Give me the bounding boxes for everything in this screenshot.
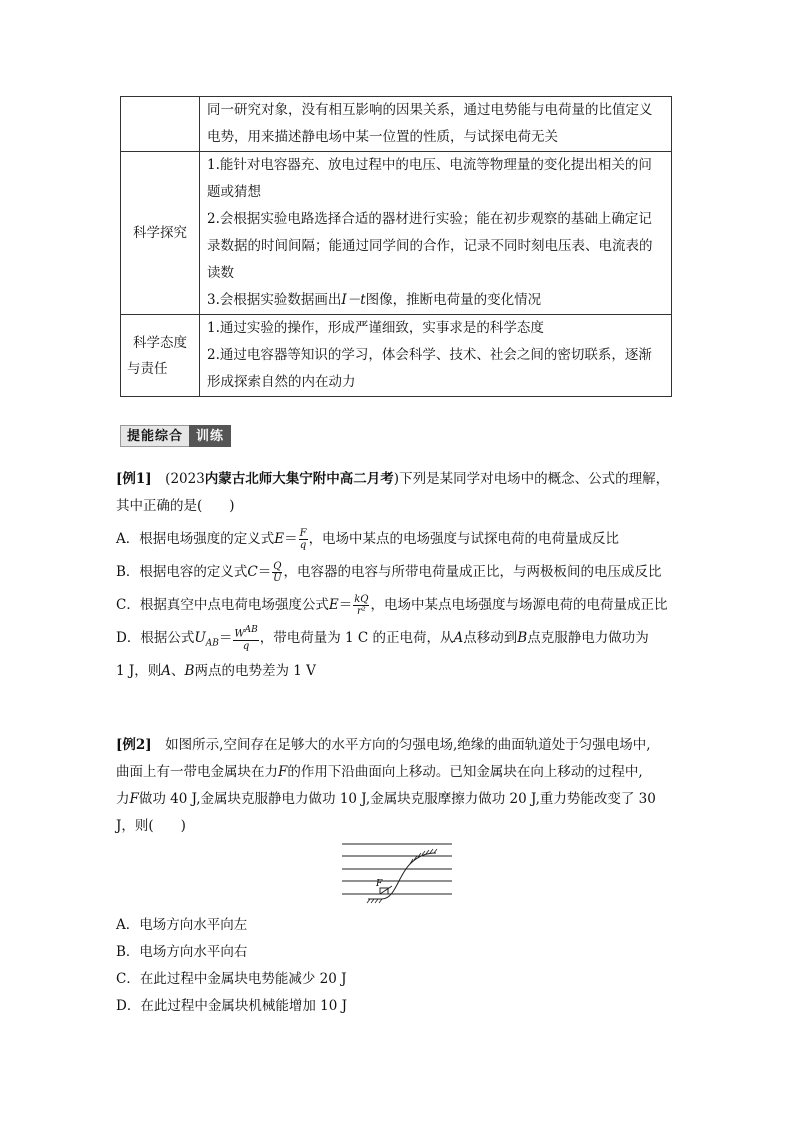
table-text-line: 1.通过实验的操作，形成严谨细致，实事求是的科学态度 [207,320,544,336]
option-a [116,526,682,553]
text-run: B．根据电容的定义式 [116,564,248,580]
option-b [116,559,682,586]
objectives-table [120,96,672,397]
text-run: (2023 [165,471,205,487]
table-cell-text [200,97,672,152]
text-run: 图像，推断电荷量的变化情况 [365,292,542,308]
option-b: B．电场方向水平向右 [116,944,248,960]
label-line: 科学态度 [133,334,187,351]
fraction-den: q [299,540,307,551]
text-run: 1 J，则 [116,662,162,679]
text-run: 点克服静电力做功为 [527,630,649,646]
option-d: D．在此过程中金属块机械能增加 10 J [116,998,347,1014]
curved-track [368,853,436,899]
math-var: A [161,662,172,679]
text-run: ，电场中某点电场强度与场源电荷的电荷量成正比 [370,597,668,613]
option-a: A．电场方向水平向左 [116,917,248,933]
table-text-line: 2.会根据实验电路选择合适的器材进行实验；能在初步观察的基础上确定记 [207,211,652,227]
label-line: 与责任 [127,360,168,377]
math-var: F [278,764,288,780]
option-d [116,625,682,658]
example-1-stem-line2: 其中正确的是( ) [116,498,235,514]
example-2-options [116,912,682,1020]
math-eq: ＝ [338,597,353,613]
math-var: E [328,597,339,613]
table-row [121,97,672,152]
table-label-science-inquiry: 科学探究 [121,152,200,315]
fraction-den: U [273,573,282,584]
fraction-den: r² [356,606,366,617]
example-2-line4: J，则( ) [116,818,186,834]
text-run: ，电场中某点的电场强度与试探电荷的电荷量成反比 [308,531,620,547]
text-run: )下列是某同学对电场中的概念、公式的理解， [393,471,670,487]
section-banner [120,425,231,447]
math-eq: ＝ [218,630,233,646]
table-cell-text [200,315,672,397]
fraction-num [233,625,258,640]
example-1 [116,466,682,685]
table-cell-text [200,152,672,315]
table-text-line: 1.能针对电容器充、放电过程中的电压、电流等物理量的变化提出相关的问 [207,157,652,173]
table-text-line: 读数 [207,265,234,281]
fraction-den: q [242,640,250,652]
math-eq: ＝ [284,531,298,547]
math-var: U [194,630,206,646]
fraction [353,594,369,617]
example-tag: [例1] [116,471,152,487]
force-label: F [376,879,383,889]
text-run: C．根据真空中点电荷电场强度公式 [116,597,329,613]
math-eq: ＝ [257,564,272,580]
example-tag: [例2] [116,737,152,753]
banner-tag: 训练 [189,425,231,447]
example-2-line3 [116,786,682,813]
fraction [272,561,282,584]
text-run: ，电容器的电容与所带电荷量成正比，与两极板间的电压成反比 [283,564,662,580]
text-run: A．根据电场强度的定义式 [116,531,275,547]
fraction-num: Q [273,561,282,572]
source-name: 内蒙古北师大集宁附中高二月考 [204,471,394,487]
text-run: 力 [116,791,130,807]
text-run: 点移动到 [463,630,518,646]
math-sub: AB [205,638,219,649]
fraction [233,625,258,651]
example-2-line1 [116,732,682,759]
example-2 [116,732,682,840]
text-run: 3.会根据实验数据画出 [207,292,342,308]
table-row [121,315,672,397]
table-text-line: 录数据的时间间隔；能通过同学间的合作，记录不同时刻电压表、电流表的 [207,238,653,254]
math-var: B [184,662,195,679]
table-text-line: 题或猜想 [207,184,261,200]
math-var: F [129,791,139,807]
text-run: 两点的电势差为 1 V [194,662,316,679]
example-2-line2 [116,759,682,786]
text-run: 做功 40 J,金属块克服静电力做功 10 J,金属块克服摩擦力做功 20 J,重力势能改变了 30 [138,791,656,807]
math-var: A [453,630,464,646]
text-run: 的作用下沿曲面向上移动。已知金属块在向上移动的过程中, [287,764,643,780]
fraction-num: kQ [354,594,369,605]
text-run: 曲面上有一带电金属块在力 [116,764,278,780]
text-run: 、 [171,662,185,679]
math-i-t: I－t [341,292,366,308]
option-c [116,592,682,619]
option-c: C．在此过程中金属块电势能减少 20 J [116,971,347,987]
table-row [121,152,672,315]
table-text-line: 同一研究对象，没有相互影响的因果关系，通过电势能与电荷量的比值定义 [207,102,653,118]
table-label-attitude [121,315,200,397]
math-sup: AB [244,625,258,636]
example-1-stem [116,466,682,493]
banner-title: 提能综合 [120,425,189,447]
fraction [299,528,308,551]
curved-track-field-figure [340,836,455,906]
table-text-line: 形成探索自然的内在动力 [207,374,356,390]
text-run: D．根据公式 [116,630,195,646]
math-var: B [517,630,528,646]
table-text-line: 电势，用来描述静电场中某一位置的性质，与试探电荷无关 [207,129,558,145]
math-var: E [274,531,285,547]
math-var: C [247,564,258,580]
fraction-num: F [299,528,307,539]
table-text-line [207,287,665,314]
option-d-line2 [116,658,682,685]
table-text-line: 2.通过电容器等知识的学习，体会科学、技术、社会之间的密切联系，逐渐 [207,347,652,363]
math-var: W [234,628,245,640]
text-run: ，带电荷量为 1 C 的正电荷，从 [259,630,454,646]
table-cell-empty [121,97,200,152]
text-run: 如图所示,空间存在足够大的水平方向的匀强电场,绝缘的曲面轨道处于匀强电场中, [151,737,651,753]
